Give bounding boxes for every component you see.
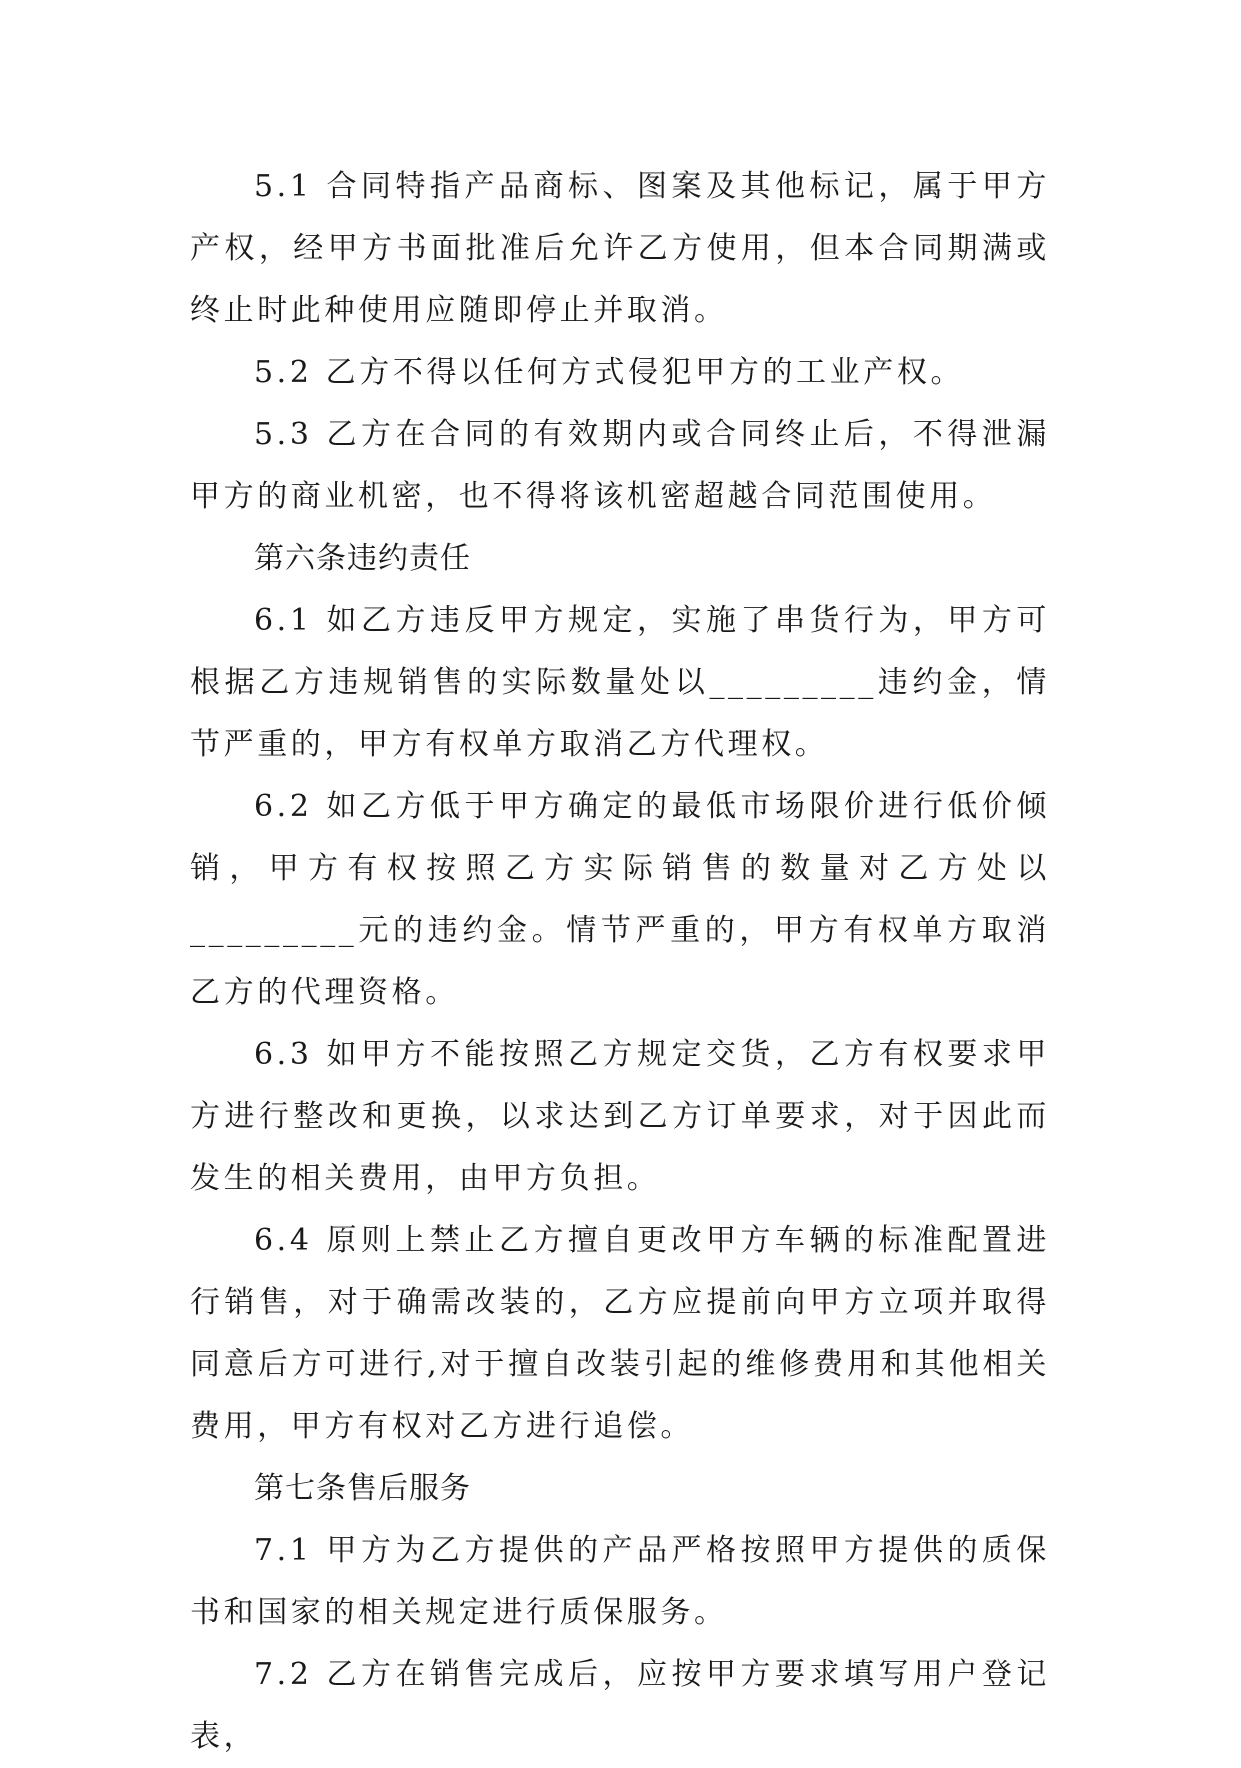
article-6-heading: 第六条违约责任 — [254, 541, 471, 576]
clause-7-2: 7.2 乙方在销售完成后，应按甲方要求填写用户登记表， — [190, 1657, 1050, 1754]
clause-5-2: 5.2 乙方不得以任何方式侵犯甲方的工业产权。 — [254, 355, 965, 390]
article-7-heading: 第七条售后服务 — [254, 1471, 471, 1506]
clause-6-2: 6.2 如乙方低于甲方确定的最低市场限价进行低价倾销，甲方有权按照乙方实际销售的数量对乙方处以_________元的违约金。情节严重的，甲方有权单方取消乙方的代理资格。 — [190, 789, 1050, 1010]
document-body — [190, 156, 1050, 1768]
clause-6-3: 6.3 如甲方不能按照乙方规定交货，乙方有权要求甲方进行整改和更换，以求达到乙方订单要求，对于因此而发生的相关费用，由甲方负担。 — [190, 1037, 1050, 1196]
clause-6-1: 6.1 如乙方违反甲方规定，实施了串货行为，甲方可根据乙方违规销售的实际数量处以_________违约金，情节严重的，甲方有权单方取消乙方代理权。 — [190, 603, 1050, 762]
clause-5-1: 5.1 合同特指产品商标、图案及其他标记，属于甲方产权，经甲方书面批准后允许乙方使用，但本合同期满或终止时此种使用应随即停止并取消。 — [190, 169, 1050, 328]
clause-5-3: 5.3 乙方在合同的有效期内或合同终止后，不得泄漏甲方的商业机密，也不得将该机密超越合同范围使用。 — [190, 417, 1050, 514]
clause-6-4: 6.4 原则上禁止乙方擅自更改甲方车辆的标准配置进行销售，对于确需改装的，乙方应提前向甲方立项并取得同意后方可进行,对于擅自改装引起的维修费用和其他相关费用，甲方有权对乙方进行追偿。 — [190, 1223, 1050, 1444]
clause-7-1: 7.1 甲方为乙方提供的产品严格按照甲方提供的质保书和国家的相关规定进行质保服务。 — [190, 1533, 1050, 1630]
